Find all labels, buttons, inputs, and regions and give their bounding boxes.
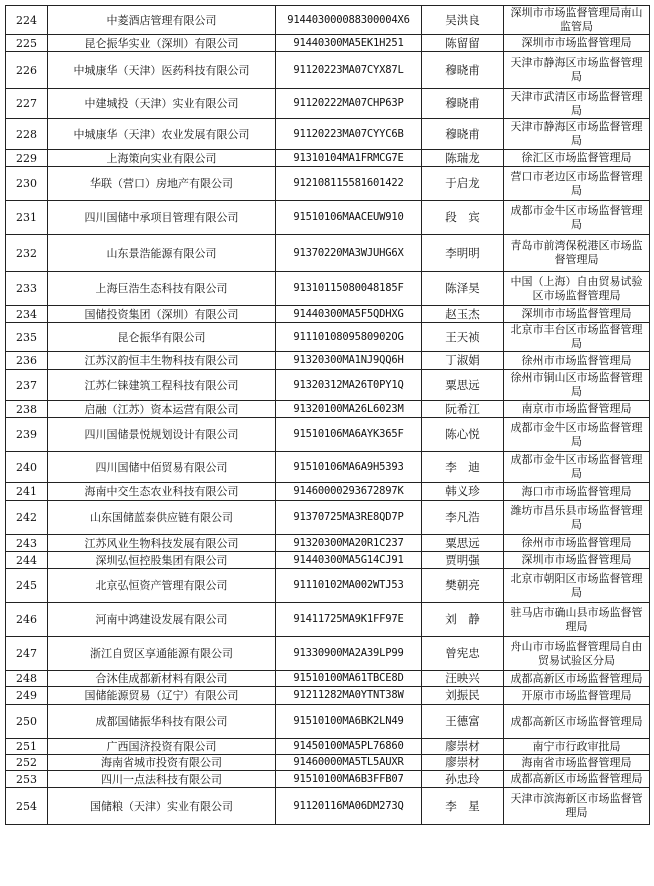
credit-code: 91211282MA0YTNT38W (276, 687, 422, 705)
company-name: 浙江自贸区享通能源有限公司 (48, 637, 276, 671)
registration-authority: 徐州市铜山区市场监督管理局 (504, 370, 650, 401)
company-name: 北京弘恒资产管理有限公司 (48, 569, 276, 603)
legal-representative: 韩义珍 (422, 483, 504, 501)
registration-authority: 天津市滨海新区市场监督管理局 (504, 788, 650, 825)
legal-representative: 吴洪良 (422, 6, 504, 35)
legal-representative: 粟思远 (422, 370, 504, 401)
row-number: 227 (6, 89, 48, 119)
credit-code: 91120223MA07CYYC6B (276, 119, 422, 150)
legal-representative: 李 迪 (422, 452, 504, 483)
credit-code: 91330900MA2A39LP99 (276, 637, 422, 671)
table-row (6, 483, 650, 501)
row-number: 253 (6, 771, 48, 788)
registration-authority: 青岛市前湾保税港区市场监督管理局 (504, 235, 650, 272)
legal-representative: 樊朝亮 (422, 569, 504, 603)
legal-representative: 段 宾 (422, 201, 504, 235)
table-row (6, 323, 650, 352)
company-name: 广西国济投资有限公司 (48, 739, 276, 755)
table-row (6, 535, 650, 552)
row-number: 238 (6, 401, 48, 418)
table-row (6, 6, 650, 35)
credit-code: 91310115080048185F (276, 272, 422, 306)
table-row (6, 89, 650, 119)
legal-representative: 王天祯 (422, 323, 504, 352)
table-row (6, 771, 650, 788)
company-name: 四川国储中承项目管理有限公司 (48, 201, 276, 235)
row-number: 241 (6, 483, 48, 501)
credit-code: 91510100MA6BK2LN49 (276, 705, 422, 739)
table-row (6, 739, 650, 755)
company-name: 山东国储蓝泰供应链有限公司 (48, 501, 276, 535)
credit-code: 91320300MA20R1C237 (276, 535, 422, 552)
table-row (6, 306, 650, 323)
legal-representative: 陈心悦 (422, 418, 504, 452)
registration-authority: 成都高新区市场监督管理局 (504, 705, 650, 739)
credit-code: 91460000293672897K (276, 483, 422, 501)
company-name: 河南中鸿建设发展有限公司 (48, 603, 276, 637)
row-number: 226 (6, 52, 48, 89)
company-name: 深圳弘恒控股集团有限公司 (48, 552, 276, 569)
registration-authority: 天津市静海区市场监督管理局 (504, 52, 650, 89)
registration-authority: 驻马店市确山县市场监督管理局 (504, 603, 650, 637)
credit-code: 91440300MA5F5QDHXG (276, 306, 422, 323)
legal-representative: 穆晓甫 (422, 119, 504, 150)
row-number: 234 (6, 306, 48, 323)
credit-code: 91370220MA3WJUHG6X (276, 235, 422, 272)
credit-code: 91370725MA3RE8QD7P (276, 501, 422, 535)
row-number: 240 (6, 452, 48, 483)
table-row (6, 552, 650, 569)
table-row (6, 35, 650, 52)
company-name: 四川国储景悦规划设计有限公司 (48, 418, 276, 452)
legal-representative: 穆晓甫 (422, 52, 504, 89)
company-name: 海南省城市投资有限公司 (48, 755, 276, 771)
company-name: 中菱酒店管理有限公司 (48, 6, 276, 35)
credit-code: 91460000MA5TL5AUXR (276, 755, 422, 771)
legal-representative: 陈留留 (422, 35, 504, 52)
registration-authority: 徐州市市场监督管理局 (504, 352, 650, 370)
credit-code: 91510100MA6B3FFB07 (276, 771, 422, 788)
legal-representative: 粟思远 (422, 535, 504, 552)
credit-code: 912108115581601422 (276, 167, 422, 201)
row-number: 252 (6, 755, 48, 771)
row-number: 235 (6, 323, 48, 352)
legal-representative: 李凡浩 (422, 501, 504, 535)
table-row (6, 788, 650, 825)
registration-authority: 南京市市场监督管理局 (504, 401, 650, 418)
company-name: 中城康华（天津）医药科技有限公司 (48, 52, 276, 89)
legal-representative: 刘 静 (422, 603, 504, 637)
legal-representative: 李明明 (422, 235, 504, 272)
credit-code: 91450100MA5PL76860 (276, 739, 422, 755)
legal-representative: 穆晓甫 (422, 89, 504, 119)
row-number: 229 (6, 150, 48, 167)
registration-authority: 深圳市市场监督管理局南山监管局 (504, 6, 650, 35)
row-number: 232 (6, 235, 48, 272)
legal-representative: 王德富 (422, 705, 504, 739)
registration-authority: 深圳市市场监督管理局 (504, 306, 650, 323)
legal-representative: 贾明强 (422, 552, 504, 569)
company-name: 昆仑振华有限公司 (48, 323, 276, 352)
table-row (6, 705, 650, 739)
legal-representative: 廖崇材 (422, 739, 504, 755)
credit-code: 91320300MA1NJ9QQ6H (276, 352, 422, 370)
row-number: 243 (6, 535, 48, 552)
row-number: 251 (6, 739, 48, 755)
registration-authority: 海口市市场监督管理局 (504, 483, 650, 501)
company-name: 海南中交生态农业科技有限公司 (48, 483, 276, 501)
credit-code: 91120222MA07CHP63P (276, 89, 422, 119)
table-row (6, 671, 650, 687)
registration-authority: 徐汇区市场监督管理局 (504, 150, 650, 167)
company-name: 江苏仁铼建筑工程科技有限公司 (48, 370, 276, 401)
legal-representative: 孙忠玲 (422, 771, 504, 788)
row-number: 239 (6, 418, 48, 452)
table-row (6, 637, 650, 671)
table-row (6, 201, 650, 235)
row-number: 245 (6, 569, 48, 603)
row-number: 246 (6, 603, 48, 637)
table-row (6, 755, 650, 771)
table-row (6, 452, 650, 483)
registration-authority: 天津市静海区市场监督管理局 (504, 119, 650, 150)
registration-authority: 开原市市场监督管理局 (504, 687, 650, 705)
credit-code: 91510100MA61TBCE8D (276, 671, 422, 687)
table-body (6, 6, 650, 825)
company-name: 江苏汉韵恒丰生物科技有限公司 (48, 352, 276, 370)
table-row (6, 235, 650, 272)
legal-representative: 曾宪忠 (422, 637, 504, 671)
company-name: 华联（营口）房地产有限公司 (48, 167, 276, 201)
row-number: 244 (6, 552, 48, 569)
legal-representative: 刘振民 (422, 687, 504, 705)
registration-authority: 成都高新区市场监督管理局 (504, 771, 650, 788)
legal-representative: 陈瑞龙 (422, 150, 504, 167)
row-number: 233 (6, 272, 48, 306)
registration-authority: 北京市朝阳区市场监督管理局 (504, 569, 650, 603)
legal-representative: 于启龙 (422, 167, 504, 201)
row-number: 225 (6, 35, 48, 52)
table-row (6, 119, 650, 150)
table-row (6, 401, 650, 418)
table-row (6, 352, 650, 370)
registration-authority: 成都市金牛区市场监督管理局 (504, 418, 650, 452)
credit-code: 91411725MA9K1FF97E (276, 603, 422, 637)
legal-representative: 阮希江 (422, 401, 504, 418)
registration-authority: 舟山市市场监督管理局自由贸易试验区分局 (504, 637, 650, 671)
credit-code: 91110102MA002WTJ53 (276, 569, 422, 603)
row-number: 224 (6, 6, 48, 35)
table-row (6, 603, 650, 637)
row-number: 254 (6, 788, 48, 825)
company-name: 上海巨浩生态科技有限公司 (48, 272, 276, 306)
credit-code: 91320100MA26L6023M (276, 401, 422, 418)
table-row (6, 150, 650, 167)
row-number: 231 (6, 201, 48, 235)
row-number: 247 (6, 637, 48, 671)
credit-code: 91310104MA1FRMCG7E (276, 150, 422, 167)
credit-code: 91440300MA5EK1H251 (276, 35, 422, 52)
registration-authority: 成都高新区市场监督管理局 (504, 671, 650, 687)
company-registry-table (5, 5, 650, 825)
company-name: 成都国储振华科技有限公司 (48, 705, 276, 739)
credit-code: 91320312MA26T0PY1Q (276, 370, 422, 401)
table-row (6, 418, 650, 452)
company-name: 中城康华（天津）农业发展有限公司 (48, 119, 276, 150)
row-number: 230 (6, 167, 48, 201)
credit-code: 91510106MA6AYK365F (276, 418, 422, 452)
company-name: 山东景浩能源有限公司 (48, 235, 276, 272)
company-name: 国储能源贸易（辽宁）有限公司 (48, 687, 276, 705)
row-number: 248 (6, 671, 48, 687)
row-number: 228 (6, 119, 48, 150)
table-row (6, 501, 650, 535)
registration-authority: 深圳市市场监督管理局 (504, 552, 650, 569)
registration-authority: 深圳市市场监督管理局 (504, 35, 650, 52)
table-row (6, 569, 650, 603)
credit-code: 91120223MA07CYX87L (276, 52, 422, 89)
row-number: 237 (6, 370, 48, 401)
company-name: 合沐佳成都新材料有限公司 (48, 671, 276, 687)
credit-code: 91120116MA06DM273Q (276, 788, 422, 825)
credit-code: 91440300MA5G14CJ91 (276, 552, 422, 569)
row-number: 242 (6, 501, 48, 535)
company-name: 四川国储中佰贸易有限公司 (48, 452, 276, 483)
row-number: 249 (6, 687, 48, 705)
credit-code: 91510106MAACEUW910 (276, 201, 422, 235)
registration-authority: 徐州市市场监督管理局 (504, 535, 650, 552)
company-name: 国储投资集团（深圳）有限公司 (48, 306, 276, 323)
company-name: 江苏风业生物科技发展有限公司 (48, 535, 276, 552)
table-row (6, 167, 650, 201)
registration-authority: 天津市武清区市场监督管理局 (504, 89, 650, 119)
registration-authority: 营口市老边区市场监督管理局 (504, 167, 650, 201)
legal-representative: 李 星 (422, 788, 504, 825)
row-number: 250 (6, 705, 48, 739)
company-name: 上海策向实业有限公司 (48, 150, 276, 167)
company-name: 中建城投（天津）实业有限公司 (48, 89, 276, 119)
registration-authority: 北京市丰台区市场监督管理局 (504, 323, 650, 352)
table-row (6, 52, 650, 89)
registration-authority: 海南省市场监督管理局 (504, 755, 650, 771)
registration-authority: 成都市金牛区市场监督管理局 (504, 201, 650, 235)
legal-representative: 陈泽昊 (422, 272, 504, 306)
company-name: 启融（江苏）资本运营有限公司 (48, 401, 276, 418)
registration-authority: 潍坊市昌乐县市场监督管理局 (504, 501, 650, 535)
credit-code: 914403000088300004X6 (276, 6, 422, 35)
company-name: 昆仑振华实业（深圳）有限公司 (48, 35, 276, 52)
registration-authority: 中国（上海）自由贸易试验区市场监督管理局 (504, 272, 650, 306)
credit-code: 9111010809580902OG (276, 323, 422, 352)
registration-authority: 南宁市行政审批局 (504, 739, 650, 755)
registration-authority: 成都市金牛区市场监督管理局 (504, 452, 650, 483)
legal-representative: 丁淑娟 (422, 352, 504, 370)
company-name: 四川一点法科技有限公司 (48, 771, 276, 788)
legal-representative: 廖崇材 (422, 755, 504, 771)
table-row (6, 687, 650, 705)
company-name: 国储粮（天津）实业有限公司 (48, 788, 276, 825)
row-number: 236 (6, 352, 48, 370)
credit-code: 91510106MA6A9H5393 (276, 452, 422, 483)
table-row (6, 272, 650, 306)
table-row (6, 370, 650, 401)
legal-representative: 赵玉杰 (422, 306, 504, 323)
legal-representative: 汪映兴 (422, 671, 504, 687)
